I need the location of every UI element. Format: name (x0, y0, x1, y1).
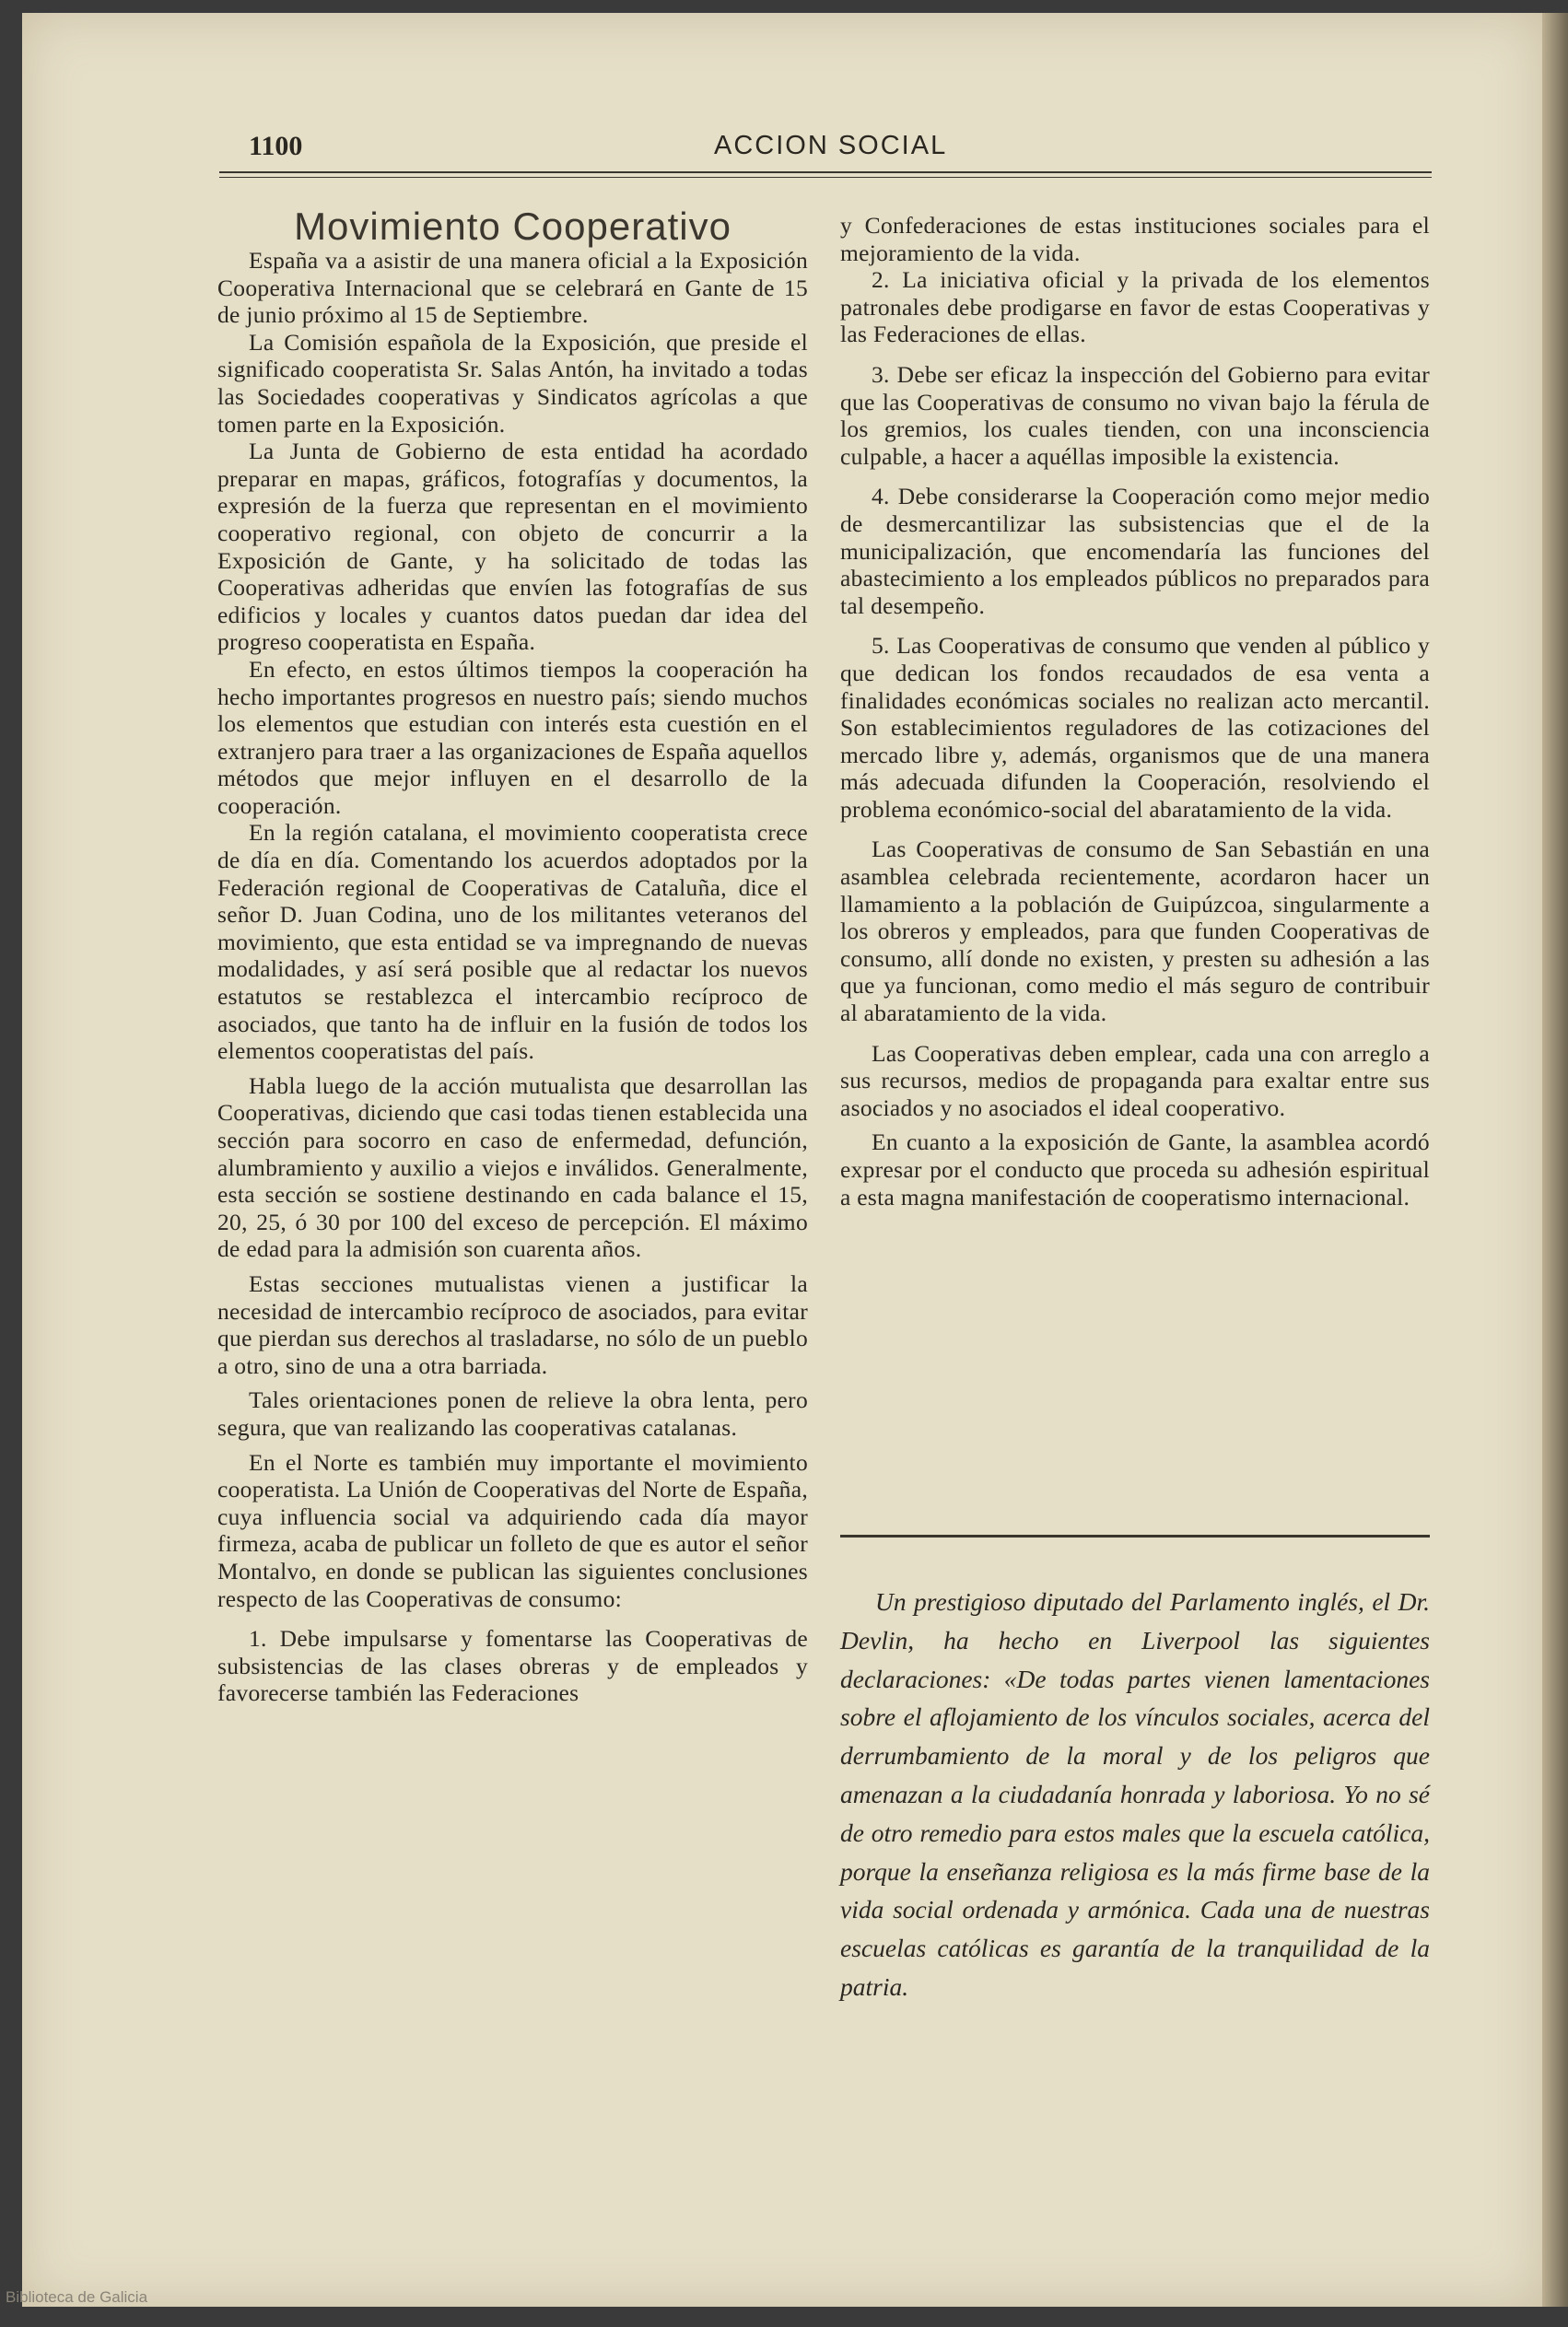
quote-text: Un prestigioso diputado del Parlamento inglés, el Dr. Devlin, ha hecho en Liverpool las siguientes declaraciones: «De todas partes vienen lamentaciones sobre el aflojamiento de los vínculos sociales, acerca del derrumbamiento de la moral y de los peligros que amenazan a la ciudadanía honrada y laboriosa. Yo no sé de otro remedio para estos males que la escuela católica, porque la enseñanza religiosa es la más firme base de la vida social ordenada y armónica. Cada una de nuestras escuelas católicas es garantía de la tranquilidad de la patria. (840, 1587, 1430, 2001)
page-number: 1100 (249, 131, 303, 161)
paragraph: La Junta de Gobierno de esta entidad ha acordado preparar en mapas, gráficos, fotografías y documentos, la expresión de la fuerza que representan en el movimiento cooperativo regional, con objeto de concurrir a la Exposición de Gante, y ha solicitado de todas las Cooperativas adheridas que envíen las fotografías de sus edificios y locales y cuantos datos puedan dar idea del progreso cooperatista en España. (217, 438, 808, 656)
paragraph: Las Cooperativas de consumo de San Sebastián en una asamblea celebrada recientemente, acordaron hacer un llamamiento a la población de Guipúzcoa, singularmente a los obreros y empleados, para que funden Cooperativas de consumo, allí donde no existen, y presten su adhesión a las que ya funcionan, como medio el más seguro de contribuir al abaratamiento de la vida. (840, 836, 1430, 1027)
right-column (840, 212, 1430, 1210)
paragraph: La Comisión española de la Exposición, que preside el significado cooperatista Sr. Salas Antón, ha invitado a todas las Sociedades cooperativas y Sindicatos agrícolas a que tomen parte en la Exposición. (217, 328, 808, 438)
header-rule-bottom (219, 177, 1432, 178)
book-spine-edge (1542, 13, 1568, 2307)
paragraph: En efecto, en estos últimos tiempos la cooperación ha hecho importantes progresos en nuestro país; siendo muchos los elementos que estudian con interés esta cuestión en el extranjero para traer a las organizaciones de España aquellos métodos que mejor influyen en el desarrollo de la cooperación. (217, 655, 808, 819)
paragraph: 3. Debe ser eficaz la inspección del Gobierno para evitar que las Cooperativas de consumo no vivan bajo la férula de los gremios, los cuales tienden, con una inconsciencia culpable, a hacer a aquéllas imposible la existencia. (840, 360, 1430, 470)
paragraph: y Confederaciones de estas instituciones sociales para el mejoramiento de la vida. (840, 212, 1430, 266)
paragraph: 4. Debe considerarse la Cooperación como mejor medio de desmercantilizar las subsistencias que el de la municipalización, que encomendaría las funciones del abastecimiento a los empleados públicos no preparados para tal desempeño. (840, 483, 1430, 619)
paragraph: En cuanto a la exposición de Gante, la asamblea acordó expresar por el conducto que proceda su adhesión espiritual a esta magna manifestación de cooperatismo internacional. (840, 1128, 1430, 1210)
paragraph: 5. Las Cooperativas de consumo que venden al público y que dedican los fondos recaudados de esa venta a finalidades económicas sociales no realizan acto mercantil. Son establecimientos reguladores de las cotizaciones del mercado libre y, además, organismos que de una manera más adecuada difunden la Cooperación, resolviendo el problema económico-social del abaratamiento de la vida. (840, 632, 1430, 823)
quote-block (840, 1583, 1430, 2006)
paragraph: Tales orientaciones ponen de relieve la obra lenta, pero segura, que van realizando las cooperativas catalanas. (217, 1386, 808, 1441)
paragraph: En la región catalana, el movimiento cooperatista crece de día en día. Comentando los acuerdos adoptados por la Federación regional de Cooperativas de Cataluña, dice el señor D. Juan Codina, uno de los militantes veteranos del movimiento, que esta entidad se va impregnando de nuevas modalidades, y así será posible que al redactar los nuevos estatutos se restablezca el intercambio recíproco de asociados, que tanto ha de influir en la fusión de todos los elementos cooperatistas del país. (217, 819, 808, 1065)
article-title: Movimiento Cooperativo (294, 205, 731, 248)
section-separator (840, 1535, 1430, 1538)
paragraph: 2. La iniciativa oficial y la privada de los elementos patronales debe prodigarse en favor de estas Cooperativas y las Federaciones de ellas. (840, 266, 1430, 348)
paragraph: 1. Debe impulsarse y fomentarse las Cooperativas de subsistencias de las clases obreras y de empleados y favorecerse también las Federaciones (217, 1625, 808, 1707)
header-rule-top (219, 171, 1432, 173)
library-watermark: Biblioteca de Galicia (6, 2288, 148, 2306)
left-column (217, 247, 808, 1707)
paragraph: En el Norte es también muy importante el movimiento cooperatista. La Unión de Cooperativas del Norte de España, cuya influencia social va adquiriendo cada día mayor firmeza, acaba de publicar un folleto de que es autor el señor Montalvo, en donde se publican las siguientes conclusiones respecto de las Cooperativas de consumo: (217, 1448, 808, 1612)
paragraph: Las Cooperativas deben emplear, cada una con arreglo a sus recursos, medios de propaganda para exaltar entre sus asociados y no asociados el ideal cooperativo. (840, 1039, 1430, 1121)
paragraph: Habla luego de la acción mutualista que desarrollan las Cooperativas, diciendo que casi todas tienen establecida una sección para socorro en caso de enfermedad, defunción, alumbramiento y auxilio a viejos e inválidos. Generalmente, esta sección se sostiene destinando en cada balance el 15, 20, 25, ó 30 por 100 del exceso de percepción. El máximo de edad para la admisión son cuarenta años. (217, 1071, 808, 1263)
journal-title: ACCION SOCIAL (714, 131, 948, 160)
paragraph: Estas secciones mutualistas vienen a justificar la necesidad de intercambio recíproco de asociados, para evitar que pierdan sus derechos al trasladarse, no sólo de un pueblo a otro, sino de una a otra barriada. (217, 1269, 808, 1379)
paragraph: España va a asistir de una manera oficial a la Exposición Cooperativa Internacional que se celebrará en Gante de 15 de junio próximo al 15 de Septiembre. (217, 247, 808, 329)
